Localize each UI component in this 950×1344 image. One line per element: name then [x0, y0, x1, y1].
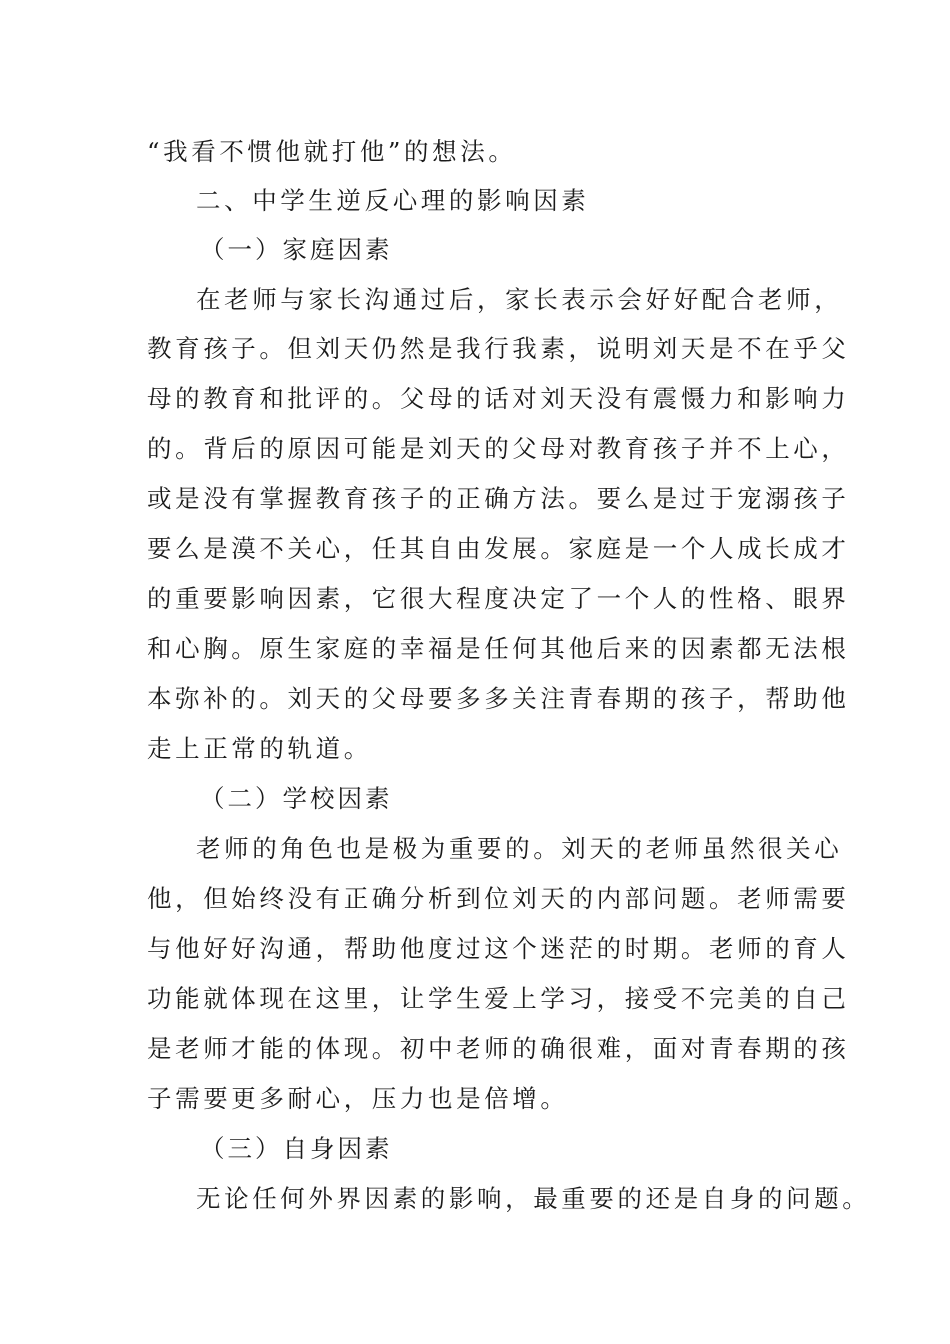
paragraph-line: 老师的角色也是极为重要的。刘天的老师虽然很关心	[196, 834, 843, 863]
paragraph-line: 的。背后的原因可能是刘天的父母对教育孩子并不上心，	[147, 434, 850, 463]
paragraph-line: 教育孩子。但刘天仍然是我行我素，说明刘天是不在乎父	[147, 334, 850, 363]
subsection-heading: （一）家庭因素	[200, 235, 393, 264]
paragraph-line: 是老师才能的体现。初中老师的确很难，面对青春期的孩	[147, 1034, 850, 1063]
paragraph-line: 无论任何外界因素的影响，最重要的还是自身的问题。	[196, 1184, 871, 1213]
paragraph-line: 要么是漠不关心，任其自由发展。家庭是一个人成长成才	[147, 534, 850, 563]
paragraph-line: 的重要影响因素，它很大程度决定了一个人的性格、眼界	[147, 584, 850, 613]
paragraph-line: 子需要更多耐心，压力也是倍增。	[147, 1084, 569, 1113]
subsection-heading: （三）自身因素	[200, 1134, 393, 1163]
paragraph-line: 和心胸。原生家庭的幸福是任何其他后来的因素都无法根	[147, 634, 850, 663]
paragraph-line: 走上正常的轨道。	[147, 734, 372, 763]
paragraph-line: 或是没有掌握教育孩子的正确方法。要么是过于宠溺孩子	[147, 484, 850, 513]
paragraph-line: 母的教育和批评的。父母的话对刘天没有震慑力和影响力	[147, 384, 850, 413]
text-line: “我看不惯他就打他”的想法。	[147, 137, 517, 166]
paragraph-line: 功能就体现在这里，让学生爱上学习，接受不完美的自己	[147, 984, 850, 1013]
paragraph-line: 与他好好沟通，帮助他度过这个迷茫的时期。老师的育人	[147, 934, 850, 963]
paragraph-line: 本弥补的。刘天的父母要多多关注青春期的孩子，帮助他	[147, 684, 850, 713]
section-heading: 二、中学生逆反心理的影响因素	[196, 186, 590, 215]
paragraph-line: 他，但始终没有正确分析到位刘天的内部问题。老师需要	[147, 884, 850, 913]
subsection-heading: （二）学校因素	[200, 784, 393, 813]
paragraph-line: 在老师与家长沟通过后，家长表示会好好配合老师，	[196, 285, 843, 314]
